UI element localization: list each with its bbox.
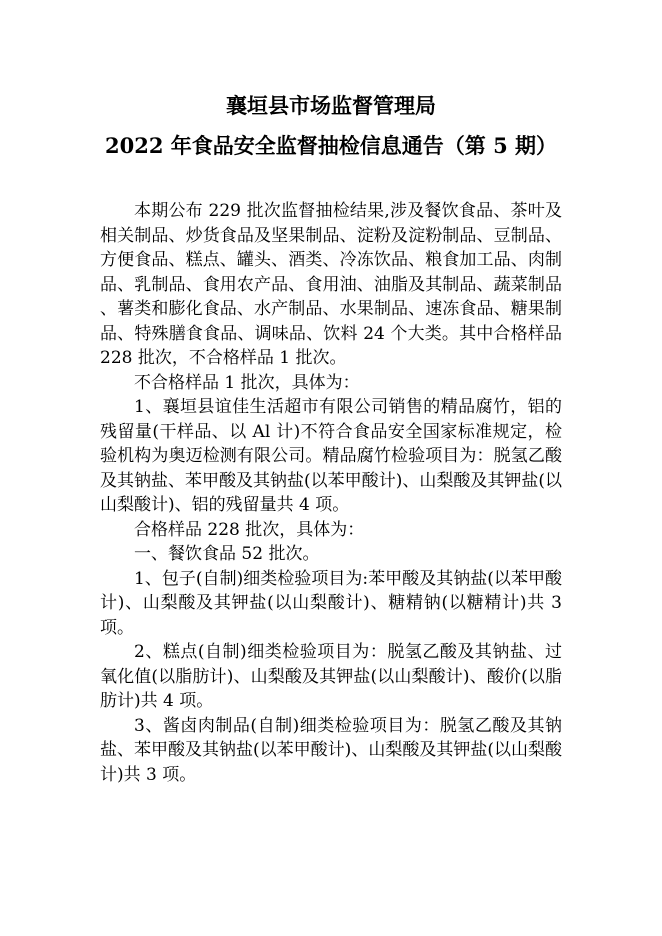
- paragraph-summary: 本期公布 229 批次监督抽检结果,涉及餐饮食品、茶叶及相关制品、炒货食品及坚果制品、淀粉及淀粉制品、豆制品、方便食品、糕点、罐头、酒类、冷冻饮品、粮食加工品、肉制品、乳制品、食用农产品、食用油、油脂及其制品、蔬菜制品、薯类和膨化食品、水产制品、水果制品、速冻食品、糖果制品、特殊膳食食品、调味品、饮料 24 个大类。其中合格样品 228 批次，不合格样品 1 批次。: [100, 201, 562, 368]
- paragraph-category-catering: 一、餐饮食品 52 批次。: [134, 544, 320, 564]
- paragraph-qualified-heading: 合格样品 228 批次，具体为：: [134, 519, 365, 540]
- paragraph-item-braised-meat: 3、酱卤肉制品(自制)细类检验项目为：脱氢乙酸及其钠盐、苯甲酸及其钠盐(以苯甲酸计)、山梨酸及其钾盐(以山梨酸计)共 3 项。: [100, 715, 562, 785]
- paragraph-item-baozi: 1、包子(自制)细类检验项目为:苯甲酸及其钠盐(以苯甲酸计)、山梨酸及其钾盐(以山梨酸计)、糖精钠(以糖精计)共 3 项。: [100, 568, 562, 638]
- document-subtitle: 2022 年食品安全监督抽检信息通告（第 5 期）: [105, 133, 557, 158]
- paragraph-unqualified-item-1: 1、襄垣县谊佳生活超市有限公司销售的精品腐竹，铝的残留量(干样品、以 Al 计)不符合食品安全国家标准规定，检验机构为奥迈检测有限公司。精品腐竹检验项目为：脱氢乙酸及其钠盐、苯甲酸及其钠盐(以苯甲酸计)、山梨酸及其钾盐(以山梨酸计)、铝的残留量共 4 项。: [100, 397, 562, 515]
- document-body: [100, 199, 562, 787]
- document-title: 襄垣县市场监督管理局: [226, 93, 436, 118]
- paragraph-item-pastry: 2、糕点(自制)细类检验项目为：脱氢乙酸及其钠盐、过氧化值(以脂肪计)、山梨酸及其钾盐(以山梨酸计)、酸价(以脂肪计)共 4 项。: [100, 642, 562, 711]
- paragraph-unqualified-heading: 不合格样品 1 批次，具体为：: [134, 372, 360, 393]
